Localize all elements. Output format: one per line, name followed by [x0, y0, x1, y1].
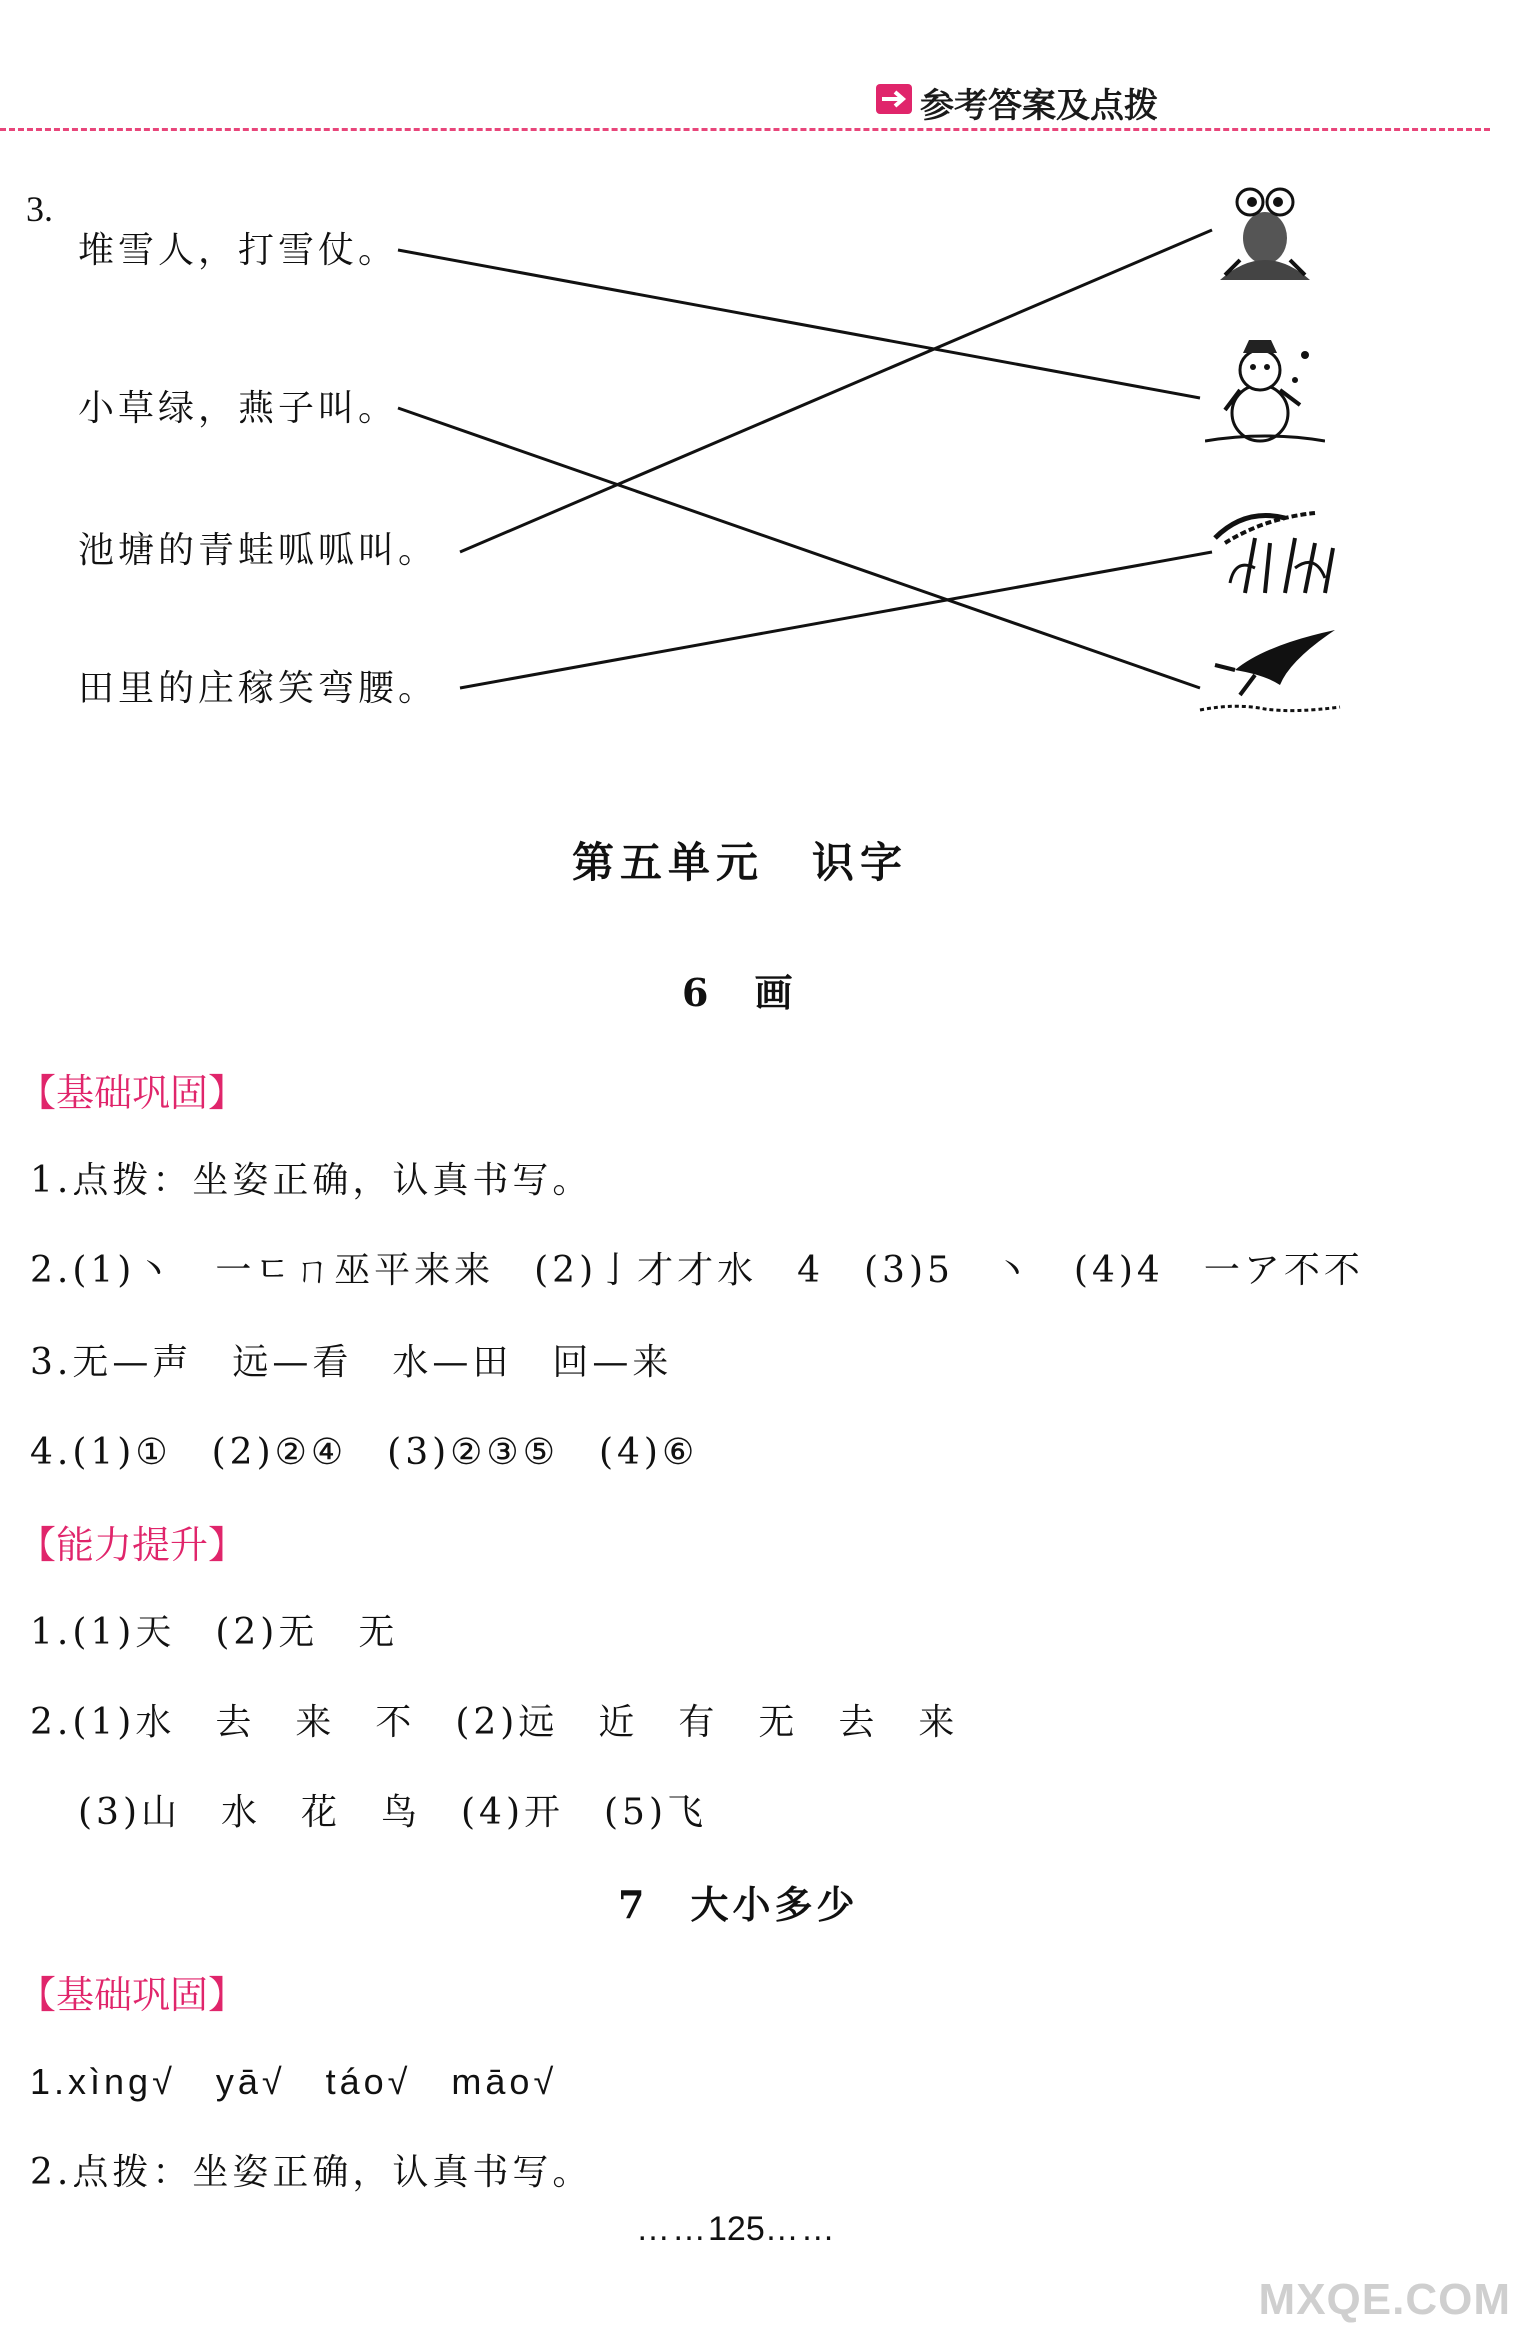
- l6-basic-item-4: 4.(1)① (2)②④ (3)②③⑤ (4)⑥: [30, 1432, 699, 1473]
- watermark: MXQE.COM: [1258, 2275, 1511, 2324]
- sentence-3: 池塘的青蛙呱呱叫。: [78, 530, 439, 571]
- match-line-3: [460, 230, 1212, 552]
- l6-basic-item-1: 1.点拨：坐姿正确，认真书写。: [30, 1160, 593, 1201]
- dots-left: ……: [636, 2210, 708, 2248]
- section-basic-6: 【基础巩固】: [18, 1071, 247, 1115]
- l6-ability-item-3: (3)山 水 花 鸟 (4)开 (5)飞: [78, 1792, 707, 1833]
- question-number: 3.: [26, 189, 53, 229]
- dots-right: ……: [764, 2210, 837, 2248]
- section-basic-7: 【基础巩固】: [18, 1973, 247, 2017]
- sentence-4: 田里的庄稼笑弯腰。: [78, 668, 439, 709]
- match-line-1: [398, 250, 1200, 398]
- swallow-icon: [1195, 625, 1345, 715]
- lesson-7-title: 7 大小多少: [618, 1882, 859, 1927]
- page-number: 125: [708, 2210, 765, 2248]
- header-label: 参考答案及点拨: [920, 86, 1158, 126]
- section-ability-6: 【能力提升】: [18, 1523, 247, 1567]
- page-number-block: [636, 2210, 837, 2249]
- frog-icon: [1210, 180, 1320, 285]
- snowman-icon: [1205, 335, 1325, 445]
- sentence-2: 小草绿，燕子叫。: [78, 388, 399, 429]
- l6-basic-item-3: 3.无—声 远—看 水—田 回—来: [30, 1342, 673, 1383]
- lesson-6-title: 6 画: [682, 970, 797, 1015]
- l7-basic-item-2: 2.点拨：坐姿正确，认真书写。: [30, 2152, 593, 2193]
- match-line-4: [460, 552, 1212, 688]
- l6-basic-item-2: 2.(1)丶 一ㄷㄇ巫平来来 (2)亅才才水 4 (3)5 丶 (4)4 一ア不不: [30, 1250, 1364, 1291]
- sentence-1: 堆雪人，打雪仗。: [78, 230, 399, 271]
- l7-basic-item-1: 1.xìng√ yā√ táo√ māo√: [30, 2061, 558, 2102]
- l6-ability-item-2: 2.(1)水 去 来 不 (2)远 近 有 无 去 来: [30, 1702, 959, 1743]
- match-line-2: [398, 408, 1200, 688]
- crops-icon: [1205, 498, 1345, 598]
- l6-ability-item-1: 1.(1)天 (2)无 无: [30, 1612, 399, 1653]
- unit-title: 第五单元 识字: [572, 838, 909, 887]
